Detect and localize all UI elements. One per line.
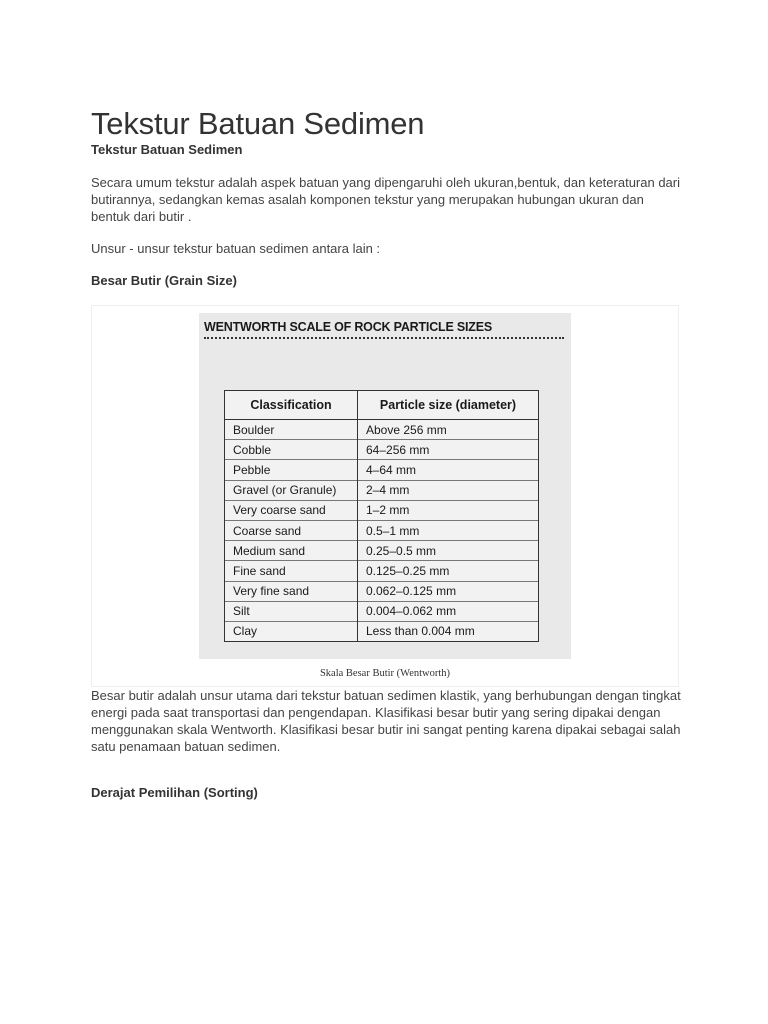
elements-intro-paragraph: Unsur - unsur tekstur batuan sedimen antara lain : <box>91 241 381 256</box>
grain-size-paragraph: Besar butir adalah unsur utama dari tekstur batuan sedimen klastik, yang berhubungan dengan tingkat energi pada saat transportasi dan pengendapan. Klasifikasi besar butir yang sering dipakai dengan menggunakan skala Wentworth. Klasifikasi besar butir ini sangat penting karena dipakai sebagai salah satu penamaan batuan sedimen. <box>91 688 681 754</box>
particle-size-cell: 64–256 mm <box>358 440 539 460</box>
particle-size-cell: 0.004–0.062 mm <box>358 601 539 621</box>
classification-cell: Medium sand <box>225 541 358 561</box>
particle-size-cell: 0.5–1 mm <box>358 520 539 540</box>
article-subtitle: Tekstur Batuan Sedimen <box>91 142 243 157</box>
particle-size-cell: Less than 0.004 mm <box>358 621 539 641</box>
table-row <box>225 601 539 621</box>
particle-size-cell: 4–64 mm <box>358 460 539 480</box>
grain-size-heading: Besar Butir (Grain Size) <box>91 273 237 288</box>
table-row <box>225 420 539 440</box>
particle-size-cell: 0.062–0.125 mm <box>358 581 539 601</box>
classification-cell: Fine sand <box>225 561 358 581</box>
particle-size-cell: Above 256 mm <box>358 420 539 440</box>
table-row <box>225 541 539 561</box>
table-row <box>225 561 539 581</box>
page-title: Tekstur Batuan Sedimen <box>91 106 425 141</box>
table-row <box>225 520 539 540</box>
table-row <box>225 480 539 500</box>
figure-caption: Skala Besar Butir (Wentworth) <box>319 668 451 679</box>
classification-cell: Very coarse sand <box>225 500 358 520</box>
sorting-heading: Derajat Pemilihan (Sorting) <box>91 785 258 800</box>
table-row <box>225 440 539 460</box>
table-header-row <box>225 391 539 420</box>
table-row <box>225 460 539 480</box>
table-row <box>225 500 539 520</box>
classification-cell: Gravel (or Granule) <box>225 480 358 500</box>
particle-size-cell: 0.125–0.25 mm <box>358 561 539 581</box>
classification-cell: Boulder <box>225 420 358 440</box>
table-body <box>225 420 539 642</box>
table-header-particle-size: Particle size (diameter) <box>358 391 539 420</box>
figure-heading: WENTWORTH SCALE OF ROCK PARTICLE SIZES <box>204 320 492 334</box>
wentworth-scale-image <box>199 313 571 659</box>
intro-paragraph: Secara umum tekstur adalah aspek batuan yang dipengaruhi oleh ukuran,bentuk, dan keteraturan dari butirannya, sedangkan kemas asalah komponen tekstur yang merupakan hubungan ukuran dan bentuk dari butir . <box>91 175 680 224</box>
particle-size-cell: 1–2 mm <box>358 500 539 520</box>
wentworth-figure <box>91 305 679 687</box>
table-header-classification: Classification <box>225 391 358 420</box>
classification-cell: Silt <box>225 601 358 621</box>
wentworth-table <box>224 390 539 642</box>
classification-cell: Pebble <box>225 460 358 480</box>
particle-size-cell: 0.25–0.5 mm <box>358 541 539 561</box>
table-row <box>225 621 539 641</box>
classification-cell: Clay <box>225 621 358 641</box>
table-row <box>225 581 539 601</box>
classification-cell: Very fine sand <box>225 581 358 601</box>
classification-cell: Cobble <box>225 440 358 460</box>
figure-heading-underline <box>204 337 564 339</box>
particle-size-cell: 2–4 mm <box>358 480 539 500</box>
classification-cell: Coarse sand <box>225 520 358 540</box>
